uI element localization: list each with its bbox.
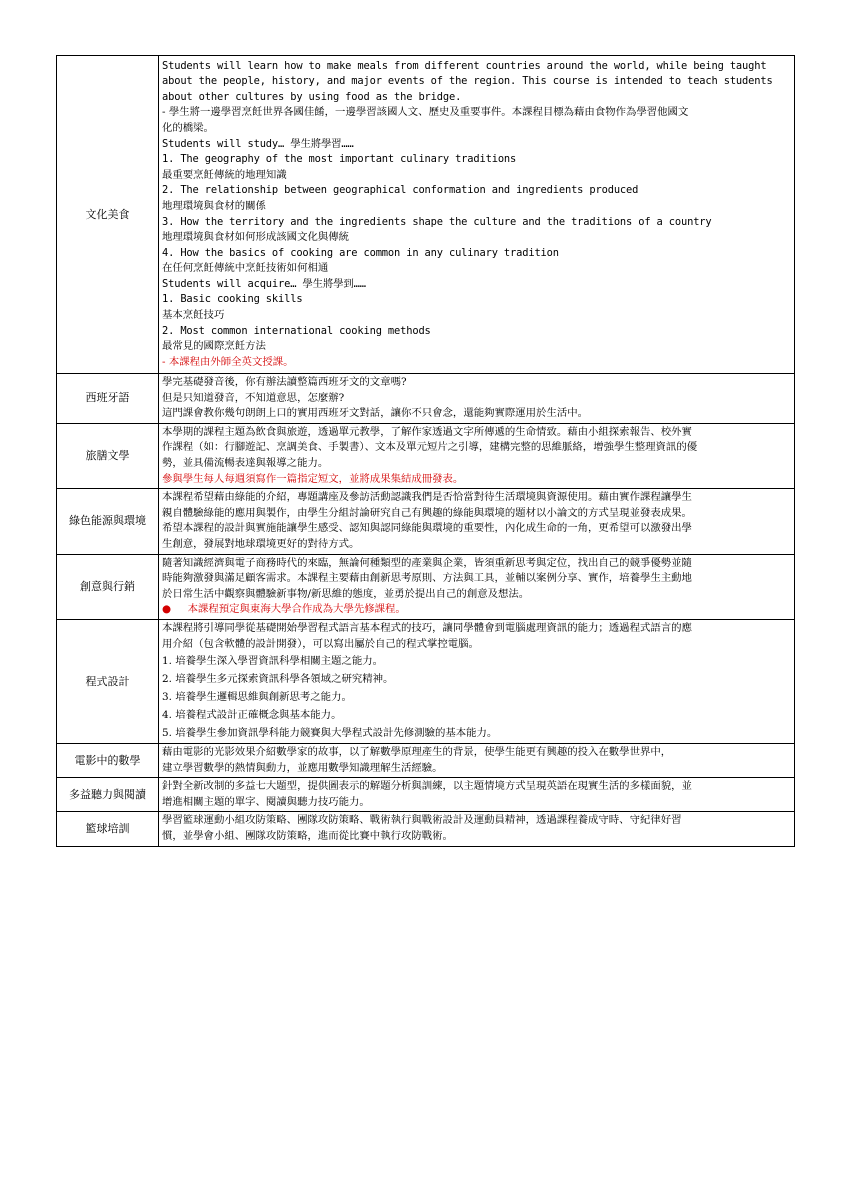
description-line: 這門課會教你幾句朗朗上口的實用西班牙文對話，讓你不只會念，還能夠實際運用於生活中。: [162, 407, 589, 420]
course-description: [159, 812, 795, 846]
partnership-note: [162, 602, 791, 618]
goal-item: 2. 培養學生多元探索資訊科學各領域之研究精神。: [162, 673, 394, 686]
description-line: 本學期的課程主題為飲食與旅遊，透過單元教學，了解作家透過文字所傳遞的生命情致。藉由小組探索報告、校外實: [162, 425, 692, 438]
course-description: [159, 619, 795, 743]
description-line: about other cultures by using food as the bridge.: [162, 90, 462, 103]
course-description: [159, 423, 795, 488]
description-line: 最重要烹飪傳統的地理知識: [162, 168, 287, 181]
course-description: [159, 56, 795, 374]
goal-item: 5. 培養學生參加資訊學科能力競賽與大學程式設計先修測驗的基本能力。: [162, 727, 498, 740]
description-line: 於日常生活中觀察與體驗新事物/新思維的態度，並勇於提出自己的創意及想法。: [162, 587, 530, 600]
table-row: [57, 619, 795, 743]
course-table: [56, 55, 795, 847]
description-line: 親自體驗綠能的應用與製作，由學生分組討論研究自己有興趣的綠能與環境的題材以小論文的方式呈現並發表成果。: [162, 506, 692, 519]
course-name: 籃球培訓: [57, 812, 159, 846]
course-name: 綠色能源與環境: [57, 489, 159, 554]
description-line: 化的橋梁。: [162, 121, 214, 134]
description-line: 基本烹飪技巧: [162, 309, 225, 322]
course-description: [159, 489, 795, 554]
description-line: 但是只知道發音，不知道意思，怎麼辦?: [162, 391, 345, 404]
description-line: 隨著知識經濟與電子商務時代的來臨，無論何種類型的產業與企業，皆須重新思考與定位，找出自己的競爭優勢並隨: [162, 556, 692, 569]
description-line: 地理環境與食材的關係: [162, 199, 266, 212]
description-line: 1. The geography of the most important culinary traditions: [162, 153, 517, 166]
table-row: [57, 744, 795, 778]
partnership-note-text: 本課程預定與東海大學合作成為大學先修課程。: [187, 603, 406, 616]
course-name: 文化美食: [57, 56, 159, 374]
instructor-note: - 本課程由外師全英文授課。: [162, 355, 294, 368]
description-line: 4. How the basics of cooking are common in any culinary tradition: [162, 246, 559, 259]
description-line: Students will learn how to make meals from different countries around the world, while being taught: [162, 59, 767, 72]
description-line: 時能夠激發與滿足顧客需求。本課程主要藉由創新思考原則、方法與工具，並輔以案例分享、實作，培養學生主動地: [162, 572, 692, 585]
table-row: [57, 56, 795, 374]
assignment-note: 參與學生每人每週須寫作一篇指定短文，並將成果集結成冊發表。: [162, 472, 464, 485]
course-description: [159, 778, 795, 812]
description-line: 最常見的國際烹飪方法: [162, 340, 266, 353]
description-line: 本課程希望藉由綠能的介紹，專題講座及參訪活動認識我們是否恰當對待生活環境與資源使用。藉由實作課程讓學生: [162, 491, 692, 504]
table-row: [57, 374, 795, 424]
description-line: 學完基礎發音後，你有辦法讀整篇西班牙文的文章嗎?: [162, 376, 407, 388]
description-line: Students will study… 學生將學習……: [162, 137, 354, 150]
goal-item: 3. 培養學生邏輯思維與創新思考之能力。: [162, 691, 352, 704]
description-line: 地理環境與食材如何形成該國文化與傳統: [162, 231, 350, 244]
description-line: 用介紹（包含軟體的設計開發），可以寫出屬於自己的程式掌控電腦。: [162, 637, 479, 650]
description-line: 本課程將引導同學從基礎開始學習程式語言基本程式的技巧，讓同學體會到電腦處理資訊的能力；透過程式語言的應: [162, 621, 692, 634]
description-line: 學習籃球運動小組攻防策略、團隊攻防策略、戰術執行與戰術設計及運動員精神，透過課程養成守時、守紀律好習: [162, 814, 682, 827]
goal-item: 1. 培養學生深入學習資訊科學相關主題之能力。: [162, 655, 384, 668]
course-name: 旅膳文學: [57, 423, 159, 488]
course-name: 程式設計: [57, 619, 159, 743]
description-line: 2. The relationship between geographical conformation and ingredients produced: [162, 184, 639, 197]
description-line: 慣，並學會小組、團隊攻防策略，進而從比賽中執行攻防戰術。: [162, 830, 453, 843]
description-line: 增進相關主題的單字、閱讀與聽力技巧能力。: [162, 795, 370, 808]
description-line: 藉由電影的光影效果介紹數學家的故事，以了解數學原理產生的背景，使學生能更有興趣的投入在數學世界中，: [162, 746, 672, 759]
description-line: 1. Basic cooking skills: [162, 293, 303, 306]
course-name: 多益聽力與閱讀: [57, 778, 159, 812]
table-row: [57, 489, 795, 554]
table-row: [57, 423, 795, 488]
table-row: [57, 554, 795, 619]
course-description: [159, 554, 795, 619]
description-line: 勢，並具備流暢表達與報導之能力。: [162, 456, 329, 469]
description-line: 建立學習數學的熱情與動力，並應用數學知識理解生活經驗。: [162, 761, 443, 774]
description-line: Students will acquire… 學生將學到……: [162, 277, 366, 290]
course-description: [159, 744, 795, 778]
description-line: about the people, history, and major events of the region. This course is intended to teach students: [162, 75, 773, 88]
description-line: 2. Most common international cooking methods: [162, 324, 431, 337]
table-row: [57, 812, 795, 846]
table-row: [57, 778, 795, 812]
description-line: 希望本課程的設計與實施能讓學生感受、認知與認同綠能與環境的重要性，內化成生命的一角，更希望可以激發出學: [162, 522, 692, 535]
description-line: 在任何烹飪傳統中烹飪技術如何相通: [162, 262, 329, 275]
description-line: - 學生將一邊學習烹飪世界各國佳餚，一邊學習該國人文、歷史及重要事件。本課程目標為藉由食物作為學習他國文: [162, 106, 689, 119]
goal-item: 4. 培養程式設計正確概念與基本能力。: [162, 709, 342, 722]
description-line: 3. How the territory and the ingredients shape the culture and the traditions of a country: [162, 215, 712, 228]
description-line: 作課程（如：行腳遊記、烹調美食、手製書）、文本及單元短片之引導，建構完整的思維脈絡，增強學生整理資訊的優: [162, 441, 698, 454]
course-name: 西班牙語: [57, 374, 159, 424]
course-description: [159, 374, 795, 424]
description-line: 針對全新改制的多益七大題型，提供圖表示的解題分析與訓練，以主題情境方式呈現英語在現實生活的多樣面貌，並: [162, 780, 692, 793]
description-line: 生創意，發展對地球環境更好的對待方式。: [162, 537, 360, 550]
course-name: 電影中的數學: [57, 744, 159, 778]
course-name: 創意與行銷: [57, 554, 159, 619]
bullet-icon: ●: [162, 603, 172, 616]
